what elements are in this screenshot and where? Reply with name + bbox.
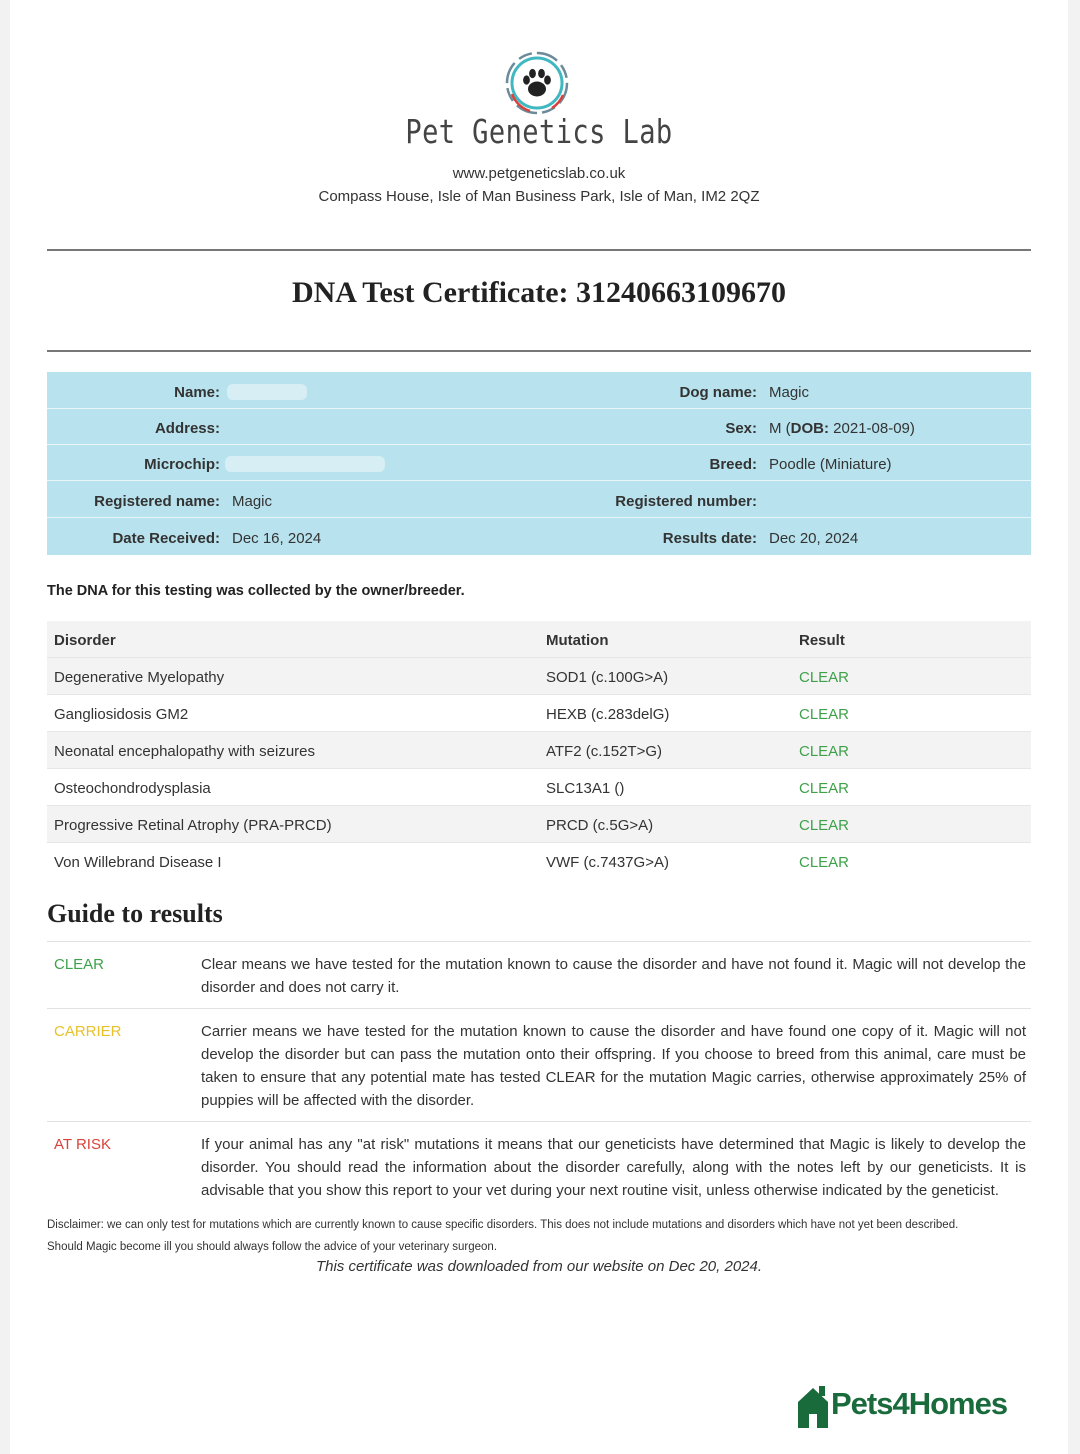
table-row [47,769,1031,806]
registered-name-label: Registered name: [94,493,220,510]
variant: (c.152T>G) [581,743,663,760]
table-row [47,806,1031,843]
guide-key: AT RISK [54,1136,111,1153]
guide-key: CLEAR [54,956,105,973]
house-dog-icon [795,1384,831,1430]
mutation-cell [546,706,669,723]
variant: () [610,780,625,797]
disclaimer [47,1214,1037,1258]
header-mutation: Mutation [546,632,609,649]
info-row [47,518,1031,554]
paw-print-icon [500,50,574,116]
dob-value: 2021-08-09) [829,420,915,437]
sex-text: M ( [769,420,791,437]
redacted-microchip [225,456,385,472]
disorder-cell: Progressive Retinal Atrophy (PRA-PRCD) [54,817,332,834]
divider [47,350,1031,352]
info-row [47,408,1031,445]
disclaimer-line: Should Magic become ill you should always follow the advice of your veterinary surgeon. [47,1241,498,1253]
date-received-value: Dec 16, 2024 [232,530,322,547]
results-date-label: Results date: [662,530,757,547]
dog-name-label: Dog name: [679,384,757,401]
info-row [47,444,1031,481]
variant: (c.283delG) [586,706,670,723]
mutation-cell [546,817,653,834]
certificate-title: DNA Test Certificate: 31240663109670 [291,276,787,309]
gene: SLC13A1 [546,780,611,797]
variant: (c.7437G>A) [579,854,669,871]
dob-label: DOB: [790,420,829,437]
result-cell: CLEAR [799,669,850,686]
disorder-cell: Degenerative Myelopathy [54,669,225,686]
info-row [47,481,1031,518]
variant: (c.5G>A) [588,817,654,834]
guide-table [47,941,1031,1211]
table-row [47,658,1031,695]
guide-key: CARRIER [54,1023,122,1040]
table-header [47,621,1031,658]
mutation-cell [546,669,668,686]
sex-value [769,420,915,437]
microchip-label: Microchip: [144,456,220,473]
dog-name-value: Magic [769,384,810,401]
header-result: Result [799,632,845,649]
table-row [47,695,1031,732]
download-note: This certificate was downloaded from our website on Dec 20, 2024. [315,1258,763,1275]
registered-number-label: Registered number: [615,493,757,510]
dog-info-table [47,372,1031,555]
disorder-cell: Gangliosidosis GM2 [54,706,189,723]
table-row [47,843,1031,879]
gene: SOD1 [546,669,587,686]
redacted-name [227,384,307,400]
mutation-cell [546,854,669,871]
lab-name: Pet Genetics Lab [405,112,673,151]
result-cell: CLEAR [799,706,850,723]
breed-label: Breed: [709,456,757,473]
guide-text: If your animal has any "at risk" mutations it means that our geneticists have determined that Magic is likely to develop the disorder. You should read the information about the disorder carefully, along with the notes left by our geneticists. It is advisable that you show this report to your vet during your next routine visit, unless otherwise indicated by the geneticist. [201,1136,1026,1199]
results-date-value: Dec 20, 2024 [769,530,859,547]
guide-title: Guide to results [47,899,223,928]
date-received-label: Date Received: [112,530,220,547]
result-cell: CLEAR [799,743,850,760]
result-cell: CLEAR [799,780,850,797]
breed-value: Poodle (Miniature) [769,456,892,473]
pets4homes-watermark [795,1382,1045,1432]
lab-address: Compass House, Isle of Man Business Park, Isle of Man, IM2 2QZ [318,188,760,205]
result-cell: CLEAR [799,817,850,834]
guide-text: Clear means we have tested for the mutation known to cause the disorder and have not found it. Magic will not develop the disorder and does not carry it. [201,956,1026,996]
gene: HEXB [546,706,587,723]
guide-row-carrier [47,1009,1031,1122]
collection-note: The DNA for this testing was collected by the owner/breeder. [47,583,465,599]
disorder-cell: Osteochondrodysplasia [54,780,211,797]
mutation-cell [546,780,624,797]
registered-name-value: Magic [232,493,273,510]
sex-label: Sex: [725,420,757,437]
watermark-text: Pets4Homes [831,1386,1008,1421]
disorder-cell: Neonatal encephalopathy with seizures [54,743,315,760]
variant: (c.100G>A) [586,669,669,686]
info-row [47,372,1031,409]
result-cell: CLEAR [799,854,850,871]
guide-text: Carrier means we have tested for the mutation known to cause the disorder and have found one copy of it. Magic will not develop the disorder but can pass the mutation onto their offspring. If you choose to breed from this animal, care must be taken to ensure that any potential mate has tested CLEAR for the mutation Magic carries, otherwise approximately 25% of puppies will be affected with the disorder. [201,1023,1026,1109]
name-label: Name: [174,384,220,401]
address-label: Address: [154,420,220,437]
lab-website: www.petgeneticslab.co.uk [452,165,626,182]
divider [47,249,1031,251]
header-disorder: Disorder [54,632,116,649]
guide-row-at-risk [47,1122,1031,1211]
disclaimer-line: Disclaimer: we can only test for mutations which are currently known to cause specific disorders. This does not include mutations and disorders which have not yet been described. [47,1219,959,1231]
results-table [47,621,1031,879]
mutation-cell [546,743,662,760]
disorder-cell: Von Willebrand Disease I [54,854,222,871]
gene: VWF [546,854,580,871]
guide-row-clear [47,942,1031,1009]
table-row [47,732,1031,769]
gene: PRCD [546,817,589,834]
gene: ATF2 [546,743,582,760]
